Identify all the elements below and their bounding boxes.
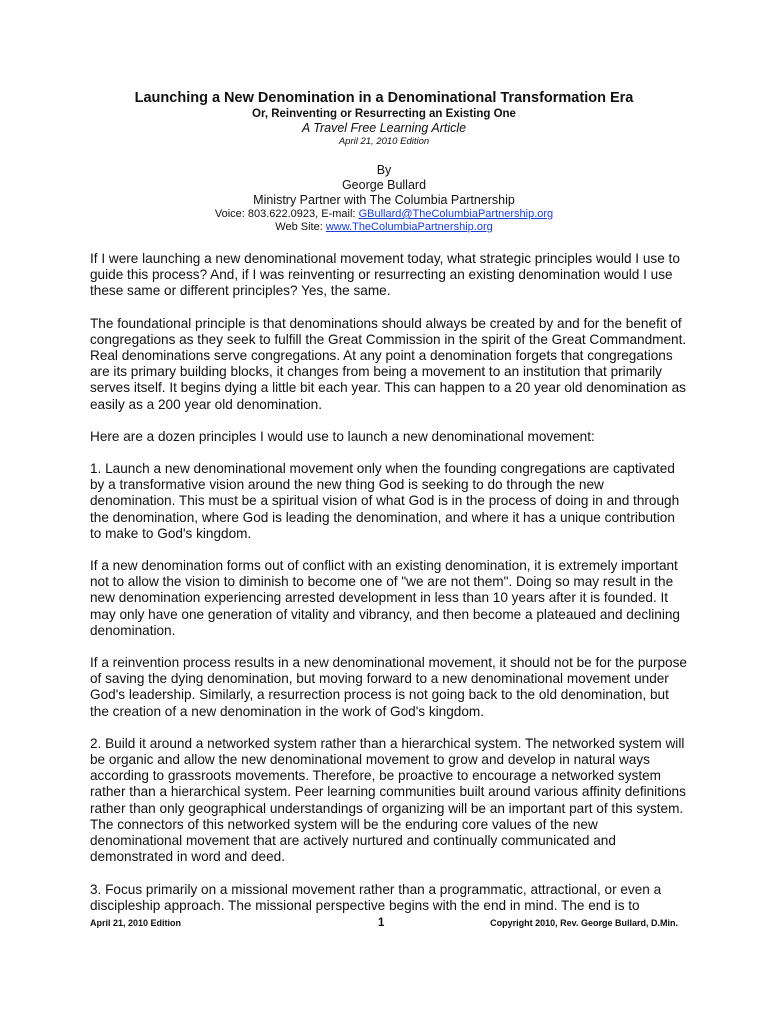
author-role: Ministry Partner with The Columbia Partnership <box>253 193 515 207</box>
website-label: Web Site: <box>275 221 326 233</box>
contact-line <box>0 208 768 221</box>
document-title: Launching a New Denomination in a Denominational Transformation Era <box>134 90 634 106</box>
paragraph: The foundational principle is that denominations should always be created by and for the benefit of congregations as they seek to fulfill the Great Commission in the spirit of the Great Commandment. Real denominations serve congregations. At any point a denomination forgets that congregations are its primary building blocks, it changes from being a movement to an institution that primarily serves itself. It begins dying a little bit each year. This can happen to a 20 year old denomination as easily as a 200 year old denomination. <box>90 315 687 412</box>
website-link[interactable]: www.TheColumbiaPartnership.org <box>325 221 493 233</box>
document-tagline: A Travel Free Learning Article <box>301 121 467 135</box>
document-header <box>0 90 768 234</box>
footer-copyright: Copyright 2010, Rev. George Bullard, D.Min. <box>490 918 678 928</box>
paragraph: 2. Build it around a networked system rather than a hierarchical system. The networked system will be organic and allow the new denominational movement to grow and develop in natural ways according to grassroots movements. Therefore, be proactive to encourage a networked system rather than a hierarchical system. Peer learning communities built around various affinity definitions rather than only geographical understandings of organizing will be an important part of this system. The connectors of this networked system will be the enduring core values of the new denominational movement that are actively nurtured and continually communicated and demonstrated in word and deed. <box>90 735 686 865</box>
voice-label: Voice: 803.622.0923, E-mail: <box>214 208 359 220</box>
page-number: 1 <box>378 917 385 929</box>
paragraph: 1. Launch a new denominational movement only when the founding congregations are captivated by a transformative vision around the new thing God is seeking to do through the new denomination. This must be a spiritual vision of what God is in the process of doing in and through the denomination, where God is leading the denomination, and where it has a unique contribution to make to God's kingdom. <box>90 461 680 541</box>
paragraph: If a new denomination forms out of conflict with an existing denomination, it is extremely important not to allow the vision to diminish to become one of "we are not them". Doing so may result in the new denomination experiencing arrested development in less than 10 years after it is founded. It may only have one generation of vitality and vibrancy, and then become a plateaued and declining denomination. <box>90 558 680 638</box>
website-line <box>0 221 768 234</box>
document-body <box>90 251 690 930</box>
paragraph: If a reinvention process results in a new denominational movement, it should not be for the purpose of saving the dying denomination, but moving forward to a new denominational movement under God's leadership. Similarly, a resurrection process is not going back to the old denomination, but the creation of a new denomination in the work of God's kingdom. <box>90 655 687 719</box>
document-edition: April 21, 2010 Edition <box>338 136 430 147</box>
paragraph: If I were launching a new denominational movement today, what strategic principles would I use to guide this process? And, if I was reinventing or resurrecting an existing denomination would I use these same or different principles? Yes, the same. <box>90 251 680 299</box>
author-name: George Bullard <box>341 178 427 192</box>
paragraph: Here are a dozen principles I would use to launch a new denominational movement: <box>90 428 595 444</box>
document-subtitle: Or, Reinventing or Resurrecting an Existing One <box>252 108 516 120</box>
email-link[interactable]: GBullard@TheColumbiaPartnership.org <box>358 208 554 220</box>
footer-edition: April 21, 2010 Edition <box>90 918 182 928</box>
byline-by: By <box>376 163 392 177</box>
paragraph: 3. Focus primarily on a missional movement rather than a programmatic, attractional, or even a discipleship approach. The missional perspective begins with the end in mind. The end is to <box>90 881 662 913</box>
byline <box>0 163 768 234</box>
